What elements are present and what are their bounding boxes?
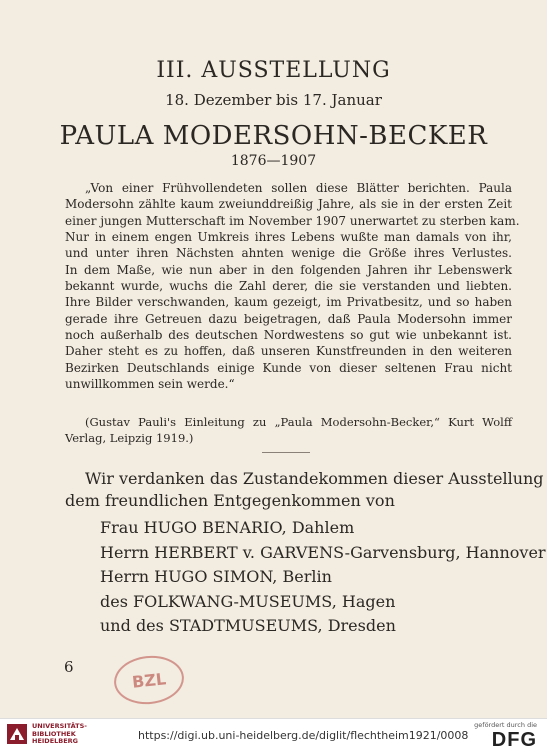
library-name-line: HEIDELBERG [32, 737, 79, 745]
lender-item: Herrn HERBERT v. GARVENS-Garvensburg, Hannover [100, 542, 546, 562]
quote-line: unwillkommen sein werde.“ [65, 377, 235, 392]
library-name [32, 723, 87, 746]
dfg-funding[interactable] [474, 721, 537, 751]
quote-line: Ihre Bilder verschwanden, kaum gezeigt, im Privatbesitz, und so haben [65, 295, 512, 310]
quote-line: gerade ihre Getreuen dazu beigetragen, daß Paula Modersohn immer [65, 311, 512, 326]
lender-item: Herrn HUGO SIMON, Berlin [100, 567, 332, 586]
lender-item: und des STADTMUSEUMS, Dresden [100, 616, 396, 635]
dfg-logo: DFG [491, 729, 537, 751]
acknowledgement-line: Wir verdanken das Zustandekommen dieser Ausstellung [85, 469, 544, 488]
lender-item: Frau HUGO BENARIO, Dahlem [100, 518, 355, 537]
quote-line: bekannt wurde, wuchs die Zahl derer, die sie verstanden und liebten. [65, 279, 512, 294]
university-seal-icon [6, 723, 28, 745]
quote-line: In dem Maße, wie nun aber in den folgenden Jahren ihr Lebenswerk [65, 262, 512, 277]
lenders-list [100, 516, 546, 639]
quote-line: Daher steht es zu hoffen, daß unseren Kunstfreunden in den weiteren [65, 344, 512, 359]
quote-line: Nur in einem engen Umkreis ihres Lebens wußte man damals von ihr, [65, 230, 512, 245]
citation-line: Verlag, Leipzig 1919.) [65, 431, 194, 445]
exhibition-dates: 18. Dezember bis 17. Januar [165, 91, 382, 109]
lender-item: des FOLKWANG-MUSEUMS, Hagen [100, 591, 396, 611]
permalink[interactable]: https://digi.ub.uni-heidelberg.de/diglit/flechtheim1921/0008 [138, 729, 469, 742]
divider [262, 452, 310, 453]
acknowledgement-line: dem freundlichen Entgegenkommen von [65, 491, 395, 510]
funded-by-label: gefördert durch die [474, 721, 537, 729]
citation [65, 414, 512, 446]
library-logo-link[interactable] [6, 723, 87, 746]
quote-line: noch außerhalb des deutschen Nordwestens so gut wie unbekannt ist. [65, 328, 512, 343]
artist-name: PAULA MODERSOHN-BECKER [59, 121, 488, 151]
quote-line: und unter ihren Nächsten ahnten wenige die Größe ihres Verlustes. [65, 246, 512, 261]
exhibition-title: III. AUSSTELLUNG [156, 58, 391, 83]
page-number: 6 [64, 658, 74, 676]
quote-line: einer jungen Mutterschaft im November 1907 unerwartet zu sterben kam. [65, 213, 520, 228]
library-name-line: UNIVERSITÄTS- [32, 722, 87, 730]
library-name-line: BIBLIOTHEK [32, 729, 76, 738]
library-stamp: BZL [112, 652, 187, 707]
quote-line: Bezirken Deutschlands einige Kunde von dieser seltenen Frau nicht [65, 360, 512, 375]
quote-line: Modersohn zählte kaum zweiunddreißig Jahre, als sie in der ersten Zeit [65, 197, 512, 212]
quote-paragraph [65, 180, 520, 392]
acknowledgement [65, 468, 544, 512]
quote-line: „Von einer Frühvollendeten sollen diese Blätter berichten. Paula [85, 181, 512, 195]
citation-line: (Gustav Pauli's Einleitung zu „Paula Modersohn-Becker,“ Kurt Wolff [85, 415, 512, 429]
viewer-footer [0, 718, 547, 756]
artist-years: 1876—1907 [230, 153, 317, 169]
